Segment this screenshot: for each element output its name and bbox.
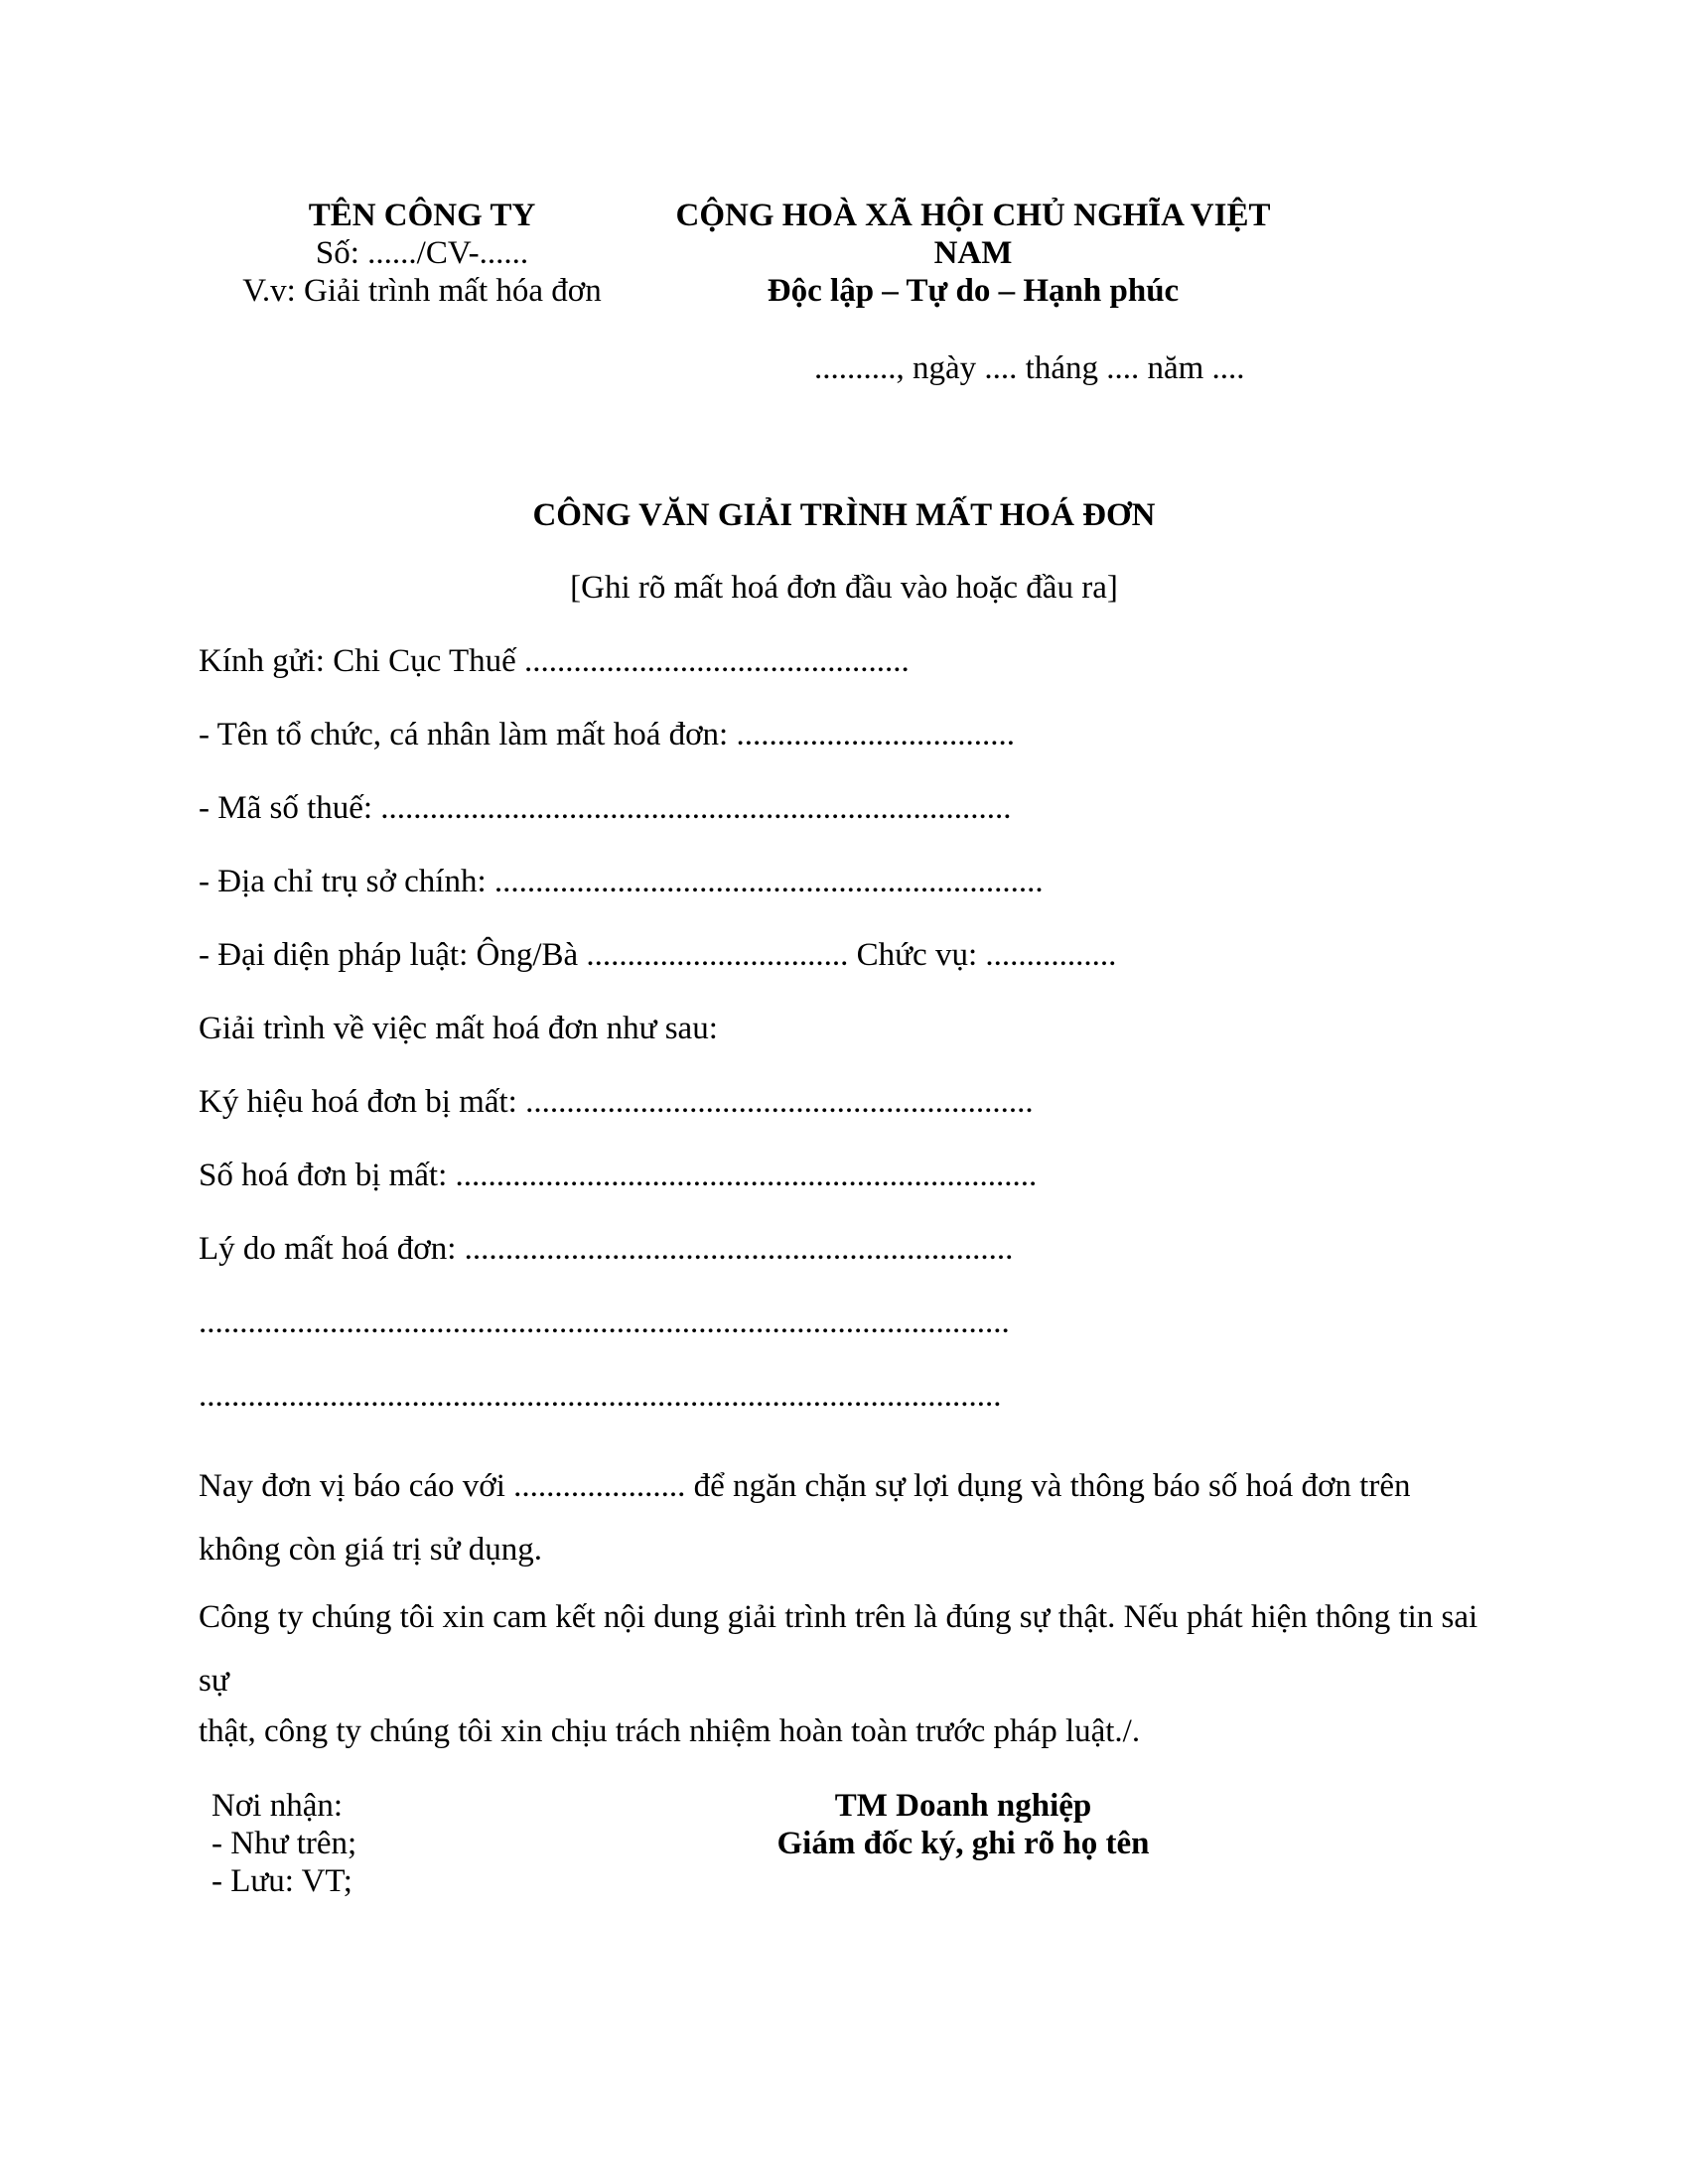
loss-reason-line: Lý do mất hoá đơn: ................................................................... [199, 1231, 1014, 1267]
reason-dots-line-1: ................................................................................................... [199, 1304, 1010, 1340]
recipient-line: Kính gửi: Chi Cục Thuế ............................................... [199, 643, 910, 679]
explanation-intro: Giải trình về việc mất hoá đơn như sau: [199, 1011, 718, 1046]
document-subject: V.v: Giải trình mất hóa đơn [242, 273, 602, 309]
recipient-item-2: - Lưu: VT; [211, 1863, 352, 1899]
report-paragraph: Nay đơn vị báo cáo với ..................... để ngăn chặn sự lợi dụng và thông báo số hoá đơn trên không còn giá trị sử dụng. [199, 1468, 1411, 1568]
document-subtitle: [Ghi rõ mất hoá đơn đầu vào hoặc đầu ra] [570, 570, 1118, 606]
signatory-note: Giám đốc ký, ghi rõ họ tên [776, 1826, 1150, 1861]
header-right-block [655, 197, 1291, 310]
invoice-symbol-line: Ký hiệu hoá đơn bị mất: .............................................................. [199, 1084, 1034, 1120]
recipients-block [211, 1787, 356, 1900]
commitment-paragraph: Công ty chúng tôi xin cam kết nội dung giải trình trên là đúng sự thật. Nếu phát hiện thông tin sai sự [199, 1599, 1478, 1699]
company-name: TÊN CÔNG TY [308, 198, 536, 233]
national-motto: Độc lập – Tự do – Hạnh phúc [767, 273, 1180, 309]
tax-code-line: - Mã số thuế: ............................................................................. [199, 790, 1012, 826]
recipient-item-1: - Như trên; [211, 1826, 357, 1861]
recipients-label: Nơi nhận: [211, 1788, 344, 1824]
address-line: - Địa chỉ trụ sở chính: ................................................................... [199, 864, 1044, 899]
commitment-continued: thật, công ty chúng tôi xin chịu trách nhiệm hoàn toàn trước pháp luật./. [199, 1713, 1141, 1749]
signature-block [655, 1787, 1271, 1862]
republic-name-line2: NAM [933, 235, 1013, 271]
document-number: Số: ....../CV-...... [315, 235, 529, 271]
invoice-number-line: Số hoá đơn bị mất: ....................................................................... [199, 1158, 1038, 1193]
organization-name-line: - Tên tổ chức, cá nhân làm mất hoá đơn: .................................. [199, 717, 1015, 752]
document-title: CÔNG VĂN GIẢI TRÌNH MẤT HOÁ ĐƠN [532, 497, 1156, 533]
legal-representative-line: - Đại diện pháp luật: Ông/Bà ................................ Chức vụ: ................ [199, 937, 1117, 973]
republic-name-line1: CỘNG HOÀ XÃ HỘI CHỦ NGHĨA VIỆT [675, 198, 1271, 233]
date-line: .........., ngày .... tháng .... năm .... [814, 350, 1245, 386]
signatory-title: TM Doanh nghiệp [834, 1788, 1092, 1824]
reason-dots-line-2: .................................................................................................. [199, 1378, 1002, 1414]
header-left-block [199, 197, 645, 310]
